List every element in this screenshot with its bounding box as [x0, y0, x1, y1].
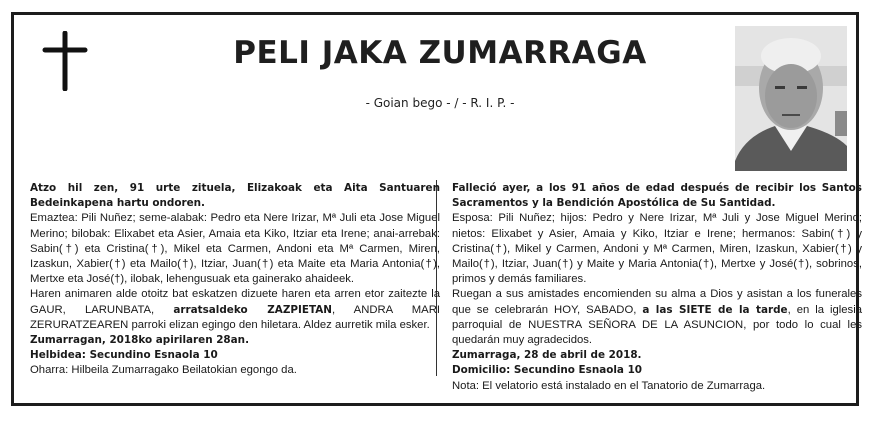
basque-request-text: Haren animaren alde otoitz bat eskatzen dizuete haren eta arren etor zaitezte la GAUR, LARUNBATA,: [30, 288, 440, 316]
basque-note: Oharra: Hilbeila Zumarragako Beilatokian egongo da.: [30, 364, 297, 377]
spanish-place-date: Zumarraga, 28 de abril de 2018.: [452, 349, 642, 362]
basque-request: [30, 287, 440, 333]
basque-address: Helbidea: Secundino Esnaola 10: [30, 349, 218, 362]
spanish-address: Domicilio: Secundino Esnaola 10: [452, 364, 643, 377]
basque-request-text-end: , ANDRA MARI ZERURATZEAREN parroki elizan egingo den hiletara. Aldez aurretik mila esker.: [30, 303, 440, 331]
rip-subtitle: - Goian bego - / - R. I. P. -: [365, 96, 515, 110]
spanish-request-text: Ruegan a sus amistades encomienden su alma a Dios y asistan a los funerales que se celebrarán HOY, SABADO,: [452, 288, 862, 316]
portrait-photo: [735, 26, 847, 171]
basque-place-date: Zumarragan, 2018ko apirilaren 28an.: [30, 334, 250, 347]
deceased-name: PELI JAKA ZUMARRAGA: [233, 35, 647, 71]
spanish-request-text-end: , en la iglesia parroquial de NUESTRA SEÑORA DE LA ASUNCION, por todo lo cual les quedarán muy agradecidos.: [452, 303, 862, 347]
basque-column: [30, 181, 440, 379]
spanish-column: [452, 181, 862, 394]
basque-funeral-time: arratsaldeko ZAZPIETAN: [173, 303, 332, 316]
spanish-note: Nota: El velatorio está instalado en el Tanatorio de Zumarraga.: [452, 379, 766, 392]
spanish-lead: Falleció ayer, a los 91 años de edad después de recibir los Santos Sacramentos y la Bendición Apostólica de Su Santidad.: [452, 182, 862, 210]
basque-family: Emaztea: Pili Nuñez; seme-alabak: Pedro eta Nere Irizar, Mª Juli eta Jose Miguel Merino; bilobak: Elixabet eta Asier, Amaia eta Kiko, Itziar eta Irene; anai-arrebak: Sabin(†) eta Cristina(†), Mikel eta Carmen, Andoni eta Mª Carmen, Miren, Izaskun, Xabier(†) eta Mailo(†), Itziar, Juan(†) eta Maite eta Maria Antonia(†), Mertxe eta José(†), ilobak, lehengusuak eta gainerako ahaideek.: [30, 212, 440, 286]
basque-lead: Atzo hil zen, 91 urte zituela, Elizakoak eta Aita Santuaren Bedeinkapena hartu ondoren.: [30, 182, 440, 210]
spanish-family: Esposa: Pili Nuñez; hijos: Pedro y Nere Irizar, Mª Juli y Jose Miguel Merino; nietos: Elixabet y Asier, Amaia y Kiko, Itziar e Irene; hermanos: Sabin(†) y Cristina(†), Mikel y Carmen, Andoni y Mª Carmen, Miren, Izaskun, Xabier(†) y Mailo(†), Itziar, Juan(†) y Maite y Maria Antonia(†), Mertxe y José(†), sobrinos, primos y demás familiares.: [452, 212, 862, 286]
cross-icon: [42, 31, 88, 91]
spanish-funeral-time: a las SIETE de la tarde: [642, 303, 788, 316]
spanish-request: [452, 287, 862, 348]
